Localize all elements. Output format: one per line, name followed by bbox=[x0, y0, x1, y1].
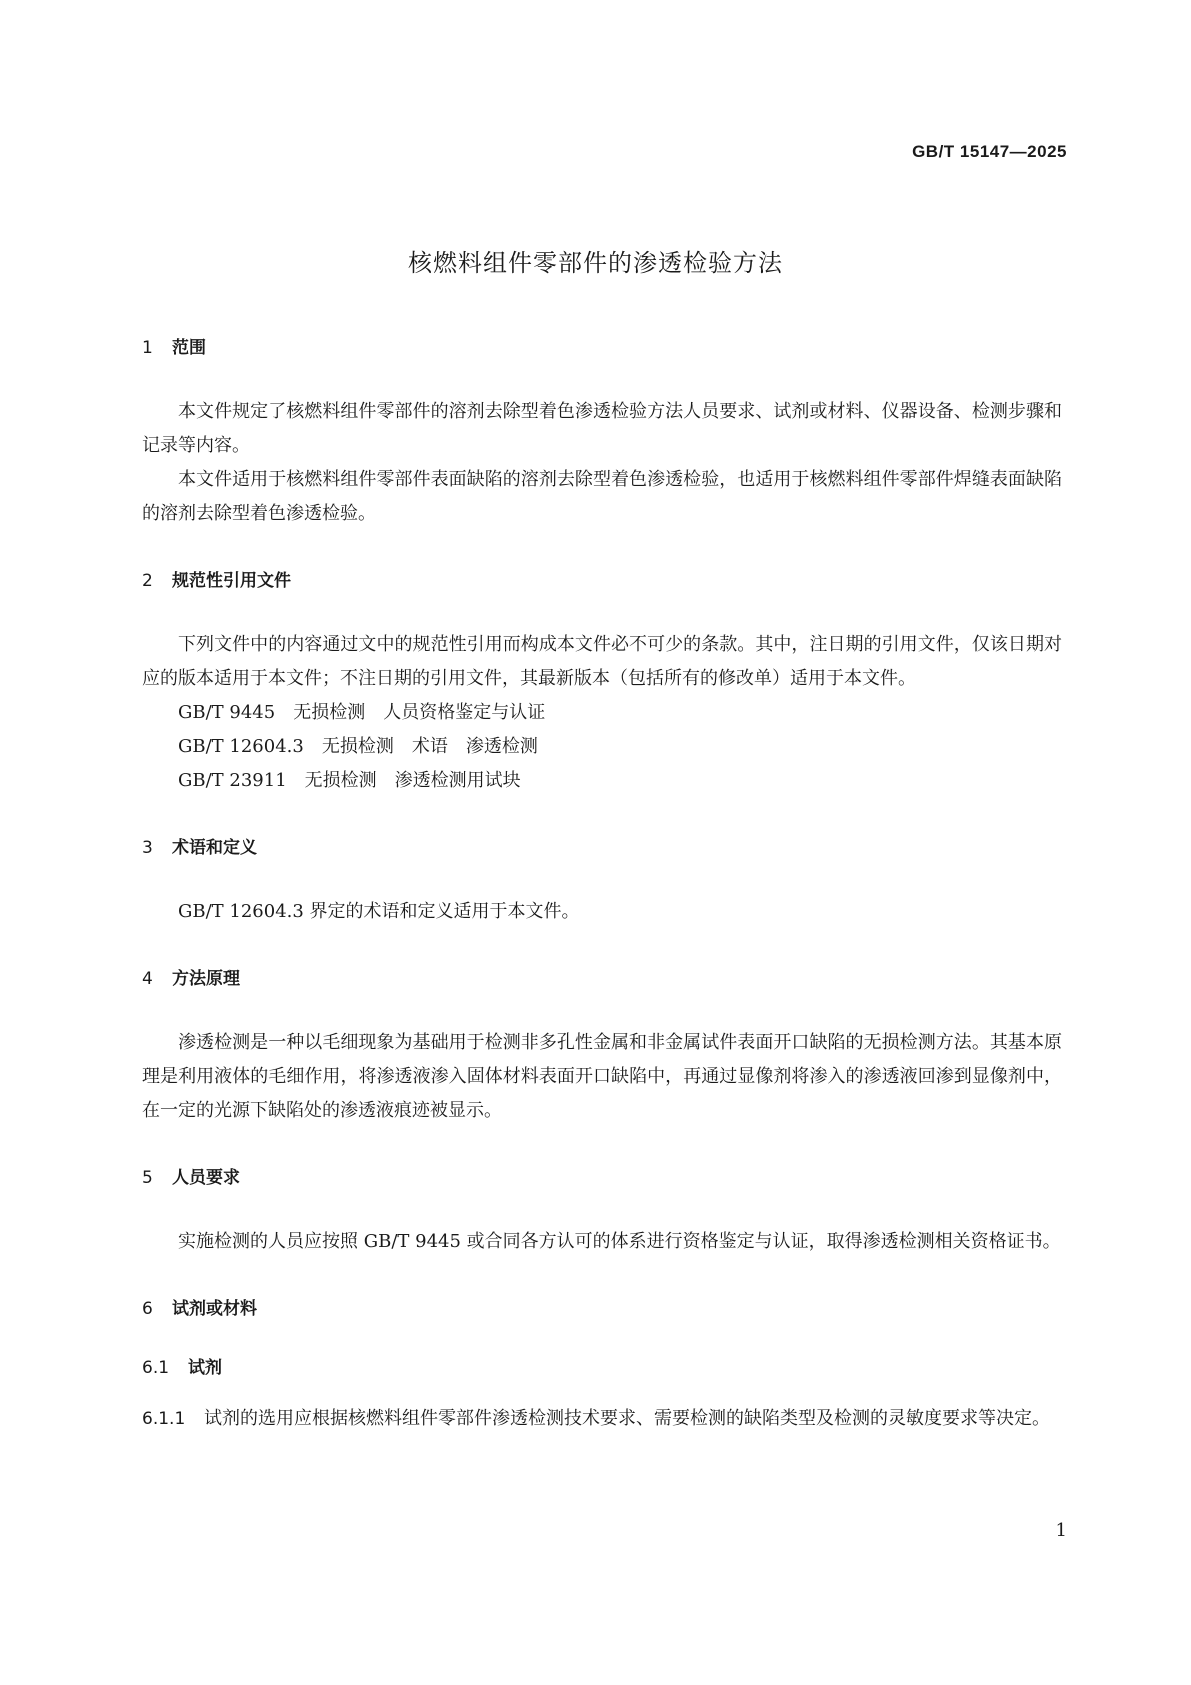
section-heading-4 bbox=[142, 967, 1062, 991]
section-heading-1 bbox=[142, 336, 1062, 360]
section-title: 试剂或材料 bbox=[172, 1299, 257, 1319]
section-number: 1 bbox=[142, 338, 153, 358]
reference-item: GB/T 23911 无损检测 渗透检测用试块 bbox=[178, 770, 521, 791]
section-number: 4 bbox=[142, 969, 153, 989]
subsection-number: 6.1 bbox=[142, 1358, 170, 1378]
section-number: 6 bbox=[142, 1299, 153, 1319]
section-heading-6 bbox=[142, 1297, 1062, 1321]
section-title: 规范性引用文件 bbox=[172, 571, 291, 591]
document-title: 核燃料组件零部件的渗透检验方法 bbox=[408, 249, 783, 277]
standard-code: GB/T 15147—2025 bbox=[912, 142, 1067, 161]
clause-text: 试剂的选用应根据核燃料组件零部件渗透检测技术要求、需要检测的缺陷类型及检测的灵敏度要求等决定。 bbox=[204, 1408, 1050, 1429]
paragraph: 本文件适用于核燃料组件零部件表面缺陷的溶剂去除型着色渗透检验，也适用于核燃料组件零部件焊缝表面缺陷的溶剂去除型着色渗透检验。 bbox=[142, 469, 1062, 524]
section-title: 方法原理 bbox=[172, 969, 240, 989]
section-title: 人员要求 bbox=[172, 1168, 240, 1188]
document-body bbox=[142, 336, 1062, 1436]
paragraph: 实施检测的人员应按照 GB/T 9445 或合同各方认可的体系进行资格鉴定与认证，取得渗透检测相关资格证书。 bbox=[178, 1231, 1061, 1252]
section-heading-3 bbox=[142, 836, 1062, 860]
reference-item: GB/T 9445 无损检测 人员资格鉴定与认证 bbox=[178, 702, 546, 723]
section-number: 5 bbox=[142, 1168, 153, 1188]
section-title: 范围 bbox=[172, 338, 206, 358]
paragraph: 本文件规定了核燃料组件零部件的溶剂去除型着色渗透检验方法人员要求、试剂或材料、仪器设备、检测步骤和记录等内容。 bbox=[142, 401, 1062, 456]
subsection-title: 试剂 bbox=[188, 1358, 222, 1378]
subsection-heading-6-1 bbox=[142, 1356, 1062, 1380]
reference-item: GB/T 12604.3 无损检测 术语 渗透检测 bbox=[178, 736, 538, 757]
section-heading-2 bbox=[142, 569, 1062, 593]
section-title: 术语和定义 bbox=[172, 838, 257, 858]
paragraph: 渗透检测是一种以毛细现象为基础用于检测非多孔性金属和非金属试件表面开口缺陷的无损检测方法。其基本原理是利用液体的毛细作用，将渗透液渗入固体材料表面开口缺陷中，再通过显像剂将渗入的渗透液回渗到显像剂中，在一定的光源下缺陷处的渗透液痕迹被显示。 bbox=[142, 1032, 1062, 1121]
clause-6-1-1 bbox=[142, 1402, 1062, 1436]
paragraph: GB/T 12604.3 界定的术语和定义适用于本文件。 bbox=[178, 901, 580, 922]
paragraph: 下列文件中的内容通过文中的规范性引用而构成本文件必不可少的条款。其中，注日期的引用文件，仅该日期对应的版本适用于本文件；不注日期的引用文件，其最新版本（包括所有的修改单）适用于本文件。 bbox=[142, 634, 1062, 689]
page-number: 1 bbox=[1055, 1520, 1067, 1541]
clause-number: 6.1.1 bbox=[142, 1409, 186, 1429]
section-number: 3 bbox=[142, 838, 153, 858]
section-heading-5 bbox=[142, 1166, 1062, 1190]
section-number: 2 bbox=[142, 571, 153, 591]
